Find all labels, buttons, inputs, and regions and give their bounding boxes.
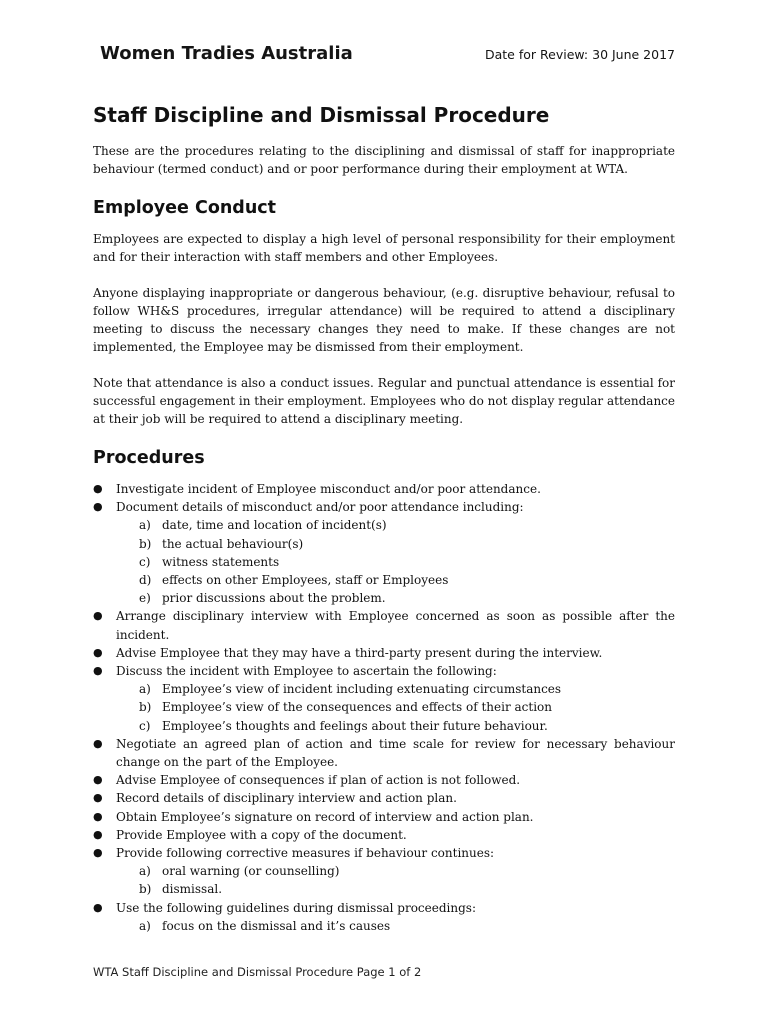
conduct-paragraph: Anyone displaying inappropriate or dangerous behaviour, (e.g. disruptive behaviour, refusal to follow WH&S procedures, irregular attendance) will be required to attend a disciplinary meeting to discuss the necessary changes they need to make. If these changes are not implemented, the Employee may be dismissed from their employment.: [93, 286, 675, 354]
procedure-item: [93, 771, 675, 789]
sub-item-marker: a): [139, 864, 151, 879]
bullet-icon: ●: [93, 827, 103, 841]
sub-item: [116, 717, 675, 735]
document-body: [93, 100, 675, 935]
procedure-item: [93, 607, 675, 643]
procedure-item-text: Provide following corrective measures if behaviour continues:: [116, 846, 495, 861]
sub-item: [116, 516, 675, 534]
procedure-item: [93, 826, 675, 844]
bullet-icon: ●: [93, 809, 103, 823]
procedure-item-text: Record details of disciplinary interview and action plan.: [116, 791, 457, 806]
sub-item: [116, 862, 675, 880]
procedure-item-text: Obtain Employee’s signature on record of interview and action plan.: [116, 809, 534, 824]
sub-item: [116, 553, 675, 571]
sub-list: [116, 862, 675, 898]
intro-paragraph: These are the procedures relating to the disciplining and dismissal of staff for inappropriate behaviour (termed conduct) and or poor performance during their employment at WTA.: [93, 144, 675, 176]
sub-item-text: date, time and location of incident(s): [162, 518, 387, 533]
bullet-icon: ●: [93, 645, 103, 659]
bullet-icon: ●: [93, 900, 103, 914]
organization-name: Women Tradies Australia: [100, 43, 353, 64]
document-title: Staff Discipline and Dismissal Procedure: [93, 103, 550, 127]
sub-item-text: Employee’s view of incident including extenuating circumstances: [162, 682, 562, 697]
sub-item: [116, 571, 675, 589]
sub-item-marker: c): [139, 554, 151, 569]
bullet-icon: ●: [93, 773, 103, 787]
sub-item: [116, 680, 675, 698]
sub-item-text: prior discussions about the problem.: [162, 591, 386, 606]
sub-item-text: effects on other Employees, staff or Employees: [162, 573, 449, 588]
sub-item: [116, 535, 675, 553]
sub-item-marker: e): [139, 591, 151, 606]
bullet-icon: ●: [93, 664, 103, 678]
sub-item-text: dismissal.: [162, 882, 223, 897]
page-footer: WTA Staff Discipline and Dismissal Procedure Page 1 of 2: [93, 965, 422, 979]
sub-item: [116, 589, 675, 607]
procedure-item-text: Provide Employee with a copy of the document.: [116, 827, 407, 842]
bullet-icon: ●: [93, 609, 103, 623]
procedure-item: [93, 844, 675, 899]
procedure-item: [93, 899, 675, 935]
sub-item-text: oral warning (or counselling): [162, 864, 340, 879]
sub-item-marker: b): [139, 700, 152, 715]
sub-list: [116, 516, 675, 607]
sub-item-marker: c): [139, 718, 151, 733]
sub-item-marker: a): [139, 518, 151, 533]
conduct-paragraph: Employees are expected to display a high level of personal responsibility for their employment and for their interaction with staff members and other Employees.: [93, 232, 675, 264]
procedure-item: [93, 480, 675, 498]
procedure-item-text: Advise Employee that they may have a third-party present during the interview.: [116, 645, 603, 660]
bullet-icon: ●: [93, 500, 103, 514]
sub-list: [116, 917, 675, 935]
bullet-icon: ●: [93, 482, 103, 495]
sub-item-text: witness statements: [162, 554, 280, 569]
sub-item: [116, 698, 675, 716]
sub-item-marker: a): [139, 918, 151, 933]
sub-item-marker: b): [139, 536, 152, 551]
sub-list: [116, 680, 675, 735]
procedure-item: [93, 735, 675, 771]
bullet-icon: ●: [93, 736, 103, 750]
procedure-item: [93, 662, 675, 735]
procedure-item-text: Advise Employee of consequences if plan of action is not followed.: [116, 773, 521, 788]
procedure-item: [93, 644, 675, 662]
bullet-icon: ●: [93, 846, 103, 860]
procedure-item: [93, 808, 675, 826]
procedure-item-text: Document details of misconduct and/or poor attendance including:: [116, 500, 524, 515]
sub-item-marker: b): [139, 882, 152, 897]
sub-item-marker: a): [139, 682, 151, 697]
procedure-item: [93, 498, 675, 607]
conduct-paragraph: Note that attendance is also a conduct issues. Regular and punctual attendance is essential for successful engagement in their employment. Employees who do not display regular attendance at their job will be required to attend a disciplinary meeting.: [93, 376, 675, 426]
sub-item: [116, 917, 675, 935]
procedures-heading: Procedures: [93, 448, 205, 468]
sub-item-text: Employee’s view of the consequences and effects of their action: [162, 700, 553, 715]
sub-item-text: the actual behaviour(s): [162, 536, 304, 551]
procedure-item-text: Investigate incident of Employee misconduct and/or poor attendance.: [116, 482, 541, 496]
procedure-item-text: Arrange disciplinary interview with Employee concerned as soon as possible after the incident.: [116, 609, 675, 642]
procedure-item-text: Discuss the incident with Employee to ascertain the following:: [116, 664, 497, 679]
procedure-item: [93, 789, 675, 807]
sub-item-marker: d): [139, 573, 152, 588]
sub-item-text: Employee’s thoughts and feelings about their future behaviour.: [162, 718, 548, 733]
review-date: Date for Review: 30 June 2017: [485, 47, 675, 62]
sub-item-text: focus on the dismissal and it’s causes: [162, 918, 391, 933]
bullet-icon: ●: [93, 791, 103, 805]
procedure-item-text: Use the following guidelines during dismissal proceedings:: [116, 900, 476, 915]
employee-conduct-heading: Employee Conduct: [93, 198, 277, 218]
procedure-item-text: Negotiate an agreed plan of action and time scale for review for necessary behaviour change on the part of the Employee.: [116, 736, 675, 770]
sub-item: [116, 880, 675, 898]
procedure-list: [93, 480, 675, 935]
